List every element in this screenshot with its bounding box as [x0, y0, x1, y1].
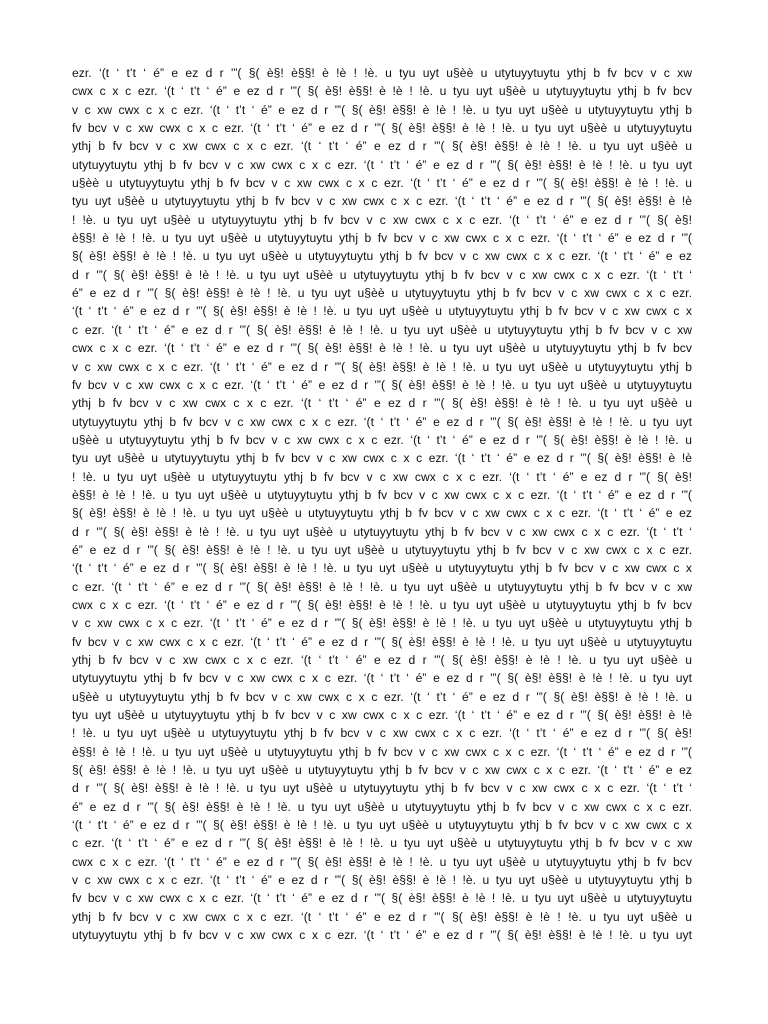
text-line: ythj b fv bcv v c xw cwx c x c ezr. ‘(t ‘ t’t ‘ é” e ez d r '”( §( è§! è§§! è !è ! !è. u tyu uyt u§èè u — [72, 396, 692, 411]
text-line: ‘(t ‘ t’t ‘ é” e ez d r '”( §( è§! è§§! è !è ! !è. u tyu uyt u§èè u utytuyytuytu ythj b fv bcv v c xw cwx c x — [72, 818, 692, 833]
text-line: ythj b fv bcv v c xw cwx c x c ezr. ‘(t ‘ t’t ‘ é” e ez d r '”( §( è§! è§§! è !è ! !è. u tyu uyt u§èè u — [72, 653, 692, 667]
text-line: fv bcv v c xw cwx c x c ezr. ‘(t ‘ t’t ‘ é” e ez d r '”( §( è§! è§§! è !è ! !è. u tyu uyt u§èè u utytuyytuytu — [72, 121, 692, 136]
text-line: fv bcv v c xw cwx c x c ezr. ‘(t ‘ t’t ‘ é” e ez d r '”( §( è§! è§§! è !è ! !è. u tyu uyt u§èè u utytuyytuytu — [72, 634, 692, 649]
text-line: ythj b fv bcv v c xw cwx c x c ezr. ‘(t ‘ t’t ‘ é” e ez d r '”( §( è§! è§§! è !è ! !è. u tyu uyt u§èè u — [72, 909, 692, 924]
text-line: utytuyytuytu ythj b fv bcv v c xw cwx c x c ezr. ‘(t ‘ t’t ‘ é” e ez d r '”( §( è§! è§§! è !è ! !è. u tyu uyt — [72, 671, 692, 686]
text-line: tyu uyt u§èè u utytuyytuytu ythj b fv bcv v c xw cwx c x c ezr. ‘(t ‘ t’t ‘ é” e ez d r '”( §( è§! è§§! è !è — [72, 451, 692, 466]
text-line: u§èè u utytuyytuytu ythj b fv bcv v c xw cwx c x c ezr. ‘(t ‘ t’t ‘ é” e ez d r '”( §( è§! è§§! è !è ! !è. u — [72, 689, 692, 704]
text-line: d r '”( §( è§! è§§! è !è ! !è. u tyu uyt u§èè u utytuyytuytu ythj b fv bcv v c xw cwx c x c ezr. ‘(t ‘ t’t ‘ — [72, 781, 692, 796]
text-line: d r '”( §( è§! è§§! è !è ! !è. u tyu uyt u§èè u utytuyytuytu ythj b fv bcv v c xw cwx c x c ezr. ‘(t ‘ t’t ‘ — [72, 267, 692, 282]
text-line: è§§! è !è ! !è. u tyu uyt u§èè u utytuyytuytu ythj b fv bcv v c xw cwx c x c ezr. ‘(t ‘ t’t ‘ é” e ez d r '”( — [72, 487, 692, 502]
text-line: ! !è. u tyu uyt u§èè u utytuyytuytu ythj b fv bcv v c xw cwx c x c ezr. ‘(t ‘ t’t ‘ é” e ez d r '”( §( è§! — [72, 212, 692, 227]
body-text — [72, 64, 692, 950]
text-line: ‘(t ‘ t’t ‘ é” e ez d r '”( §( è§! è§§! è !è ! !è. u tyu uyt u§èè u utytuyytuytu ythj b fv bcv v c xw cwx c x — [72, 304, 692, 319]
text-line: cwx c x c ezr. ‘(t ‘ t’t ‘ é” e ez d r '”( §( è§! è§§! è !è ! !è. u tyu uyt u§èè u utytuyytuytu ythj b fv bcv — [72, 854, 692, 869]
text-line: è§§! è !è ! !è. u tyu uyt u§èè u utytuyytuytu ythj b fv bcv v c xw cwx c x c ezr. ‘(t ‘ t’t ‘ é” e ez d r '”( — [72, 744, 692, 759]
text-line: v c xw cwx c x c ezr. ‘(t ‘ t’t ‘ é” e ez d r '”( §( è§! è§§! è !è ! !è. u tyu uyt u§èè u utytuyytuytu ythj b — [72, 873, 692, 888]
text-line: ! !è. u tyu uyt u§èè u utytuyytuytu ythj b fv bcv v c xw cwx c x c ezr. ‘(t ‘ t’t ‘ é” e ez d r '”( §( è§! — [72, 469, 692, 484]
text-line: §( è§! è§§! è !è ! !è. u tyu uyt u§èè u utytuyytuytu ythj b fv bcv v c xw cwx c x c ezr. ‘(t ‘ t’t ‘ é” e ez — [72, 249, 692, 264]
text-line: cwx c x c ezr. ‘(t ‘ t’t ‘ é” e ez d r '”( §( è§! è§§! è !è ! !è. u tyu uyt u§èè u utytuyytuytu ythj b fv bcv — [72, 341, 692, 356]
text-line: è§§! è !è ! !è. u tyu uyt u§èè u utytuyytuytu ythj b fv bcv v c xw cwx c x c ezr. ‘(t ‘ t’t ‘ é” e ez d r '”( — [72, 231, 692, 246]
text-line: c ezr. ‘(t ‘ t’t ‘ é” e ez d r '”( §( è§! è§§! è !è ! !è. u tyu uyt u§èè u utytuyytuytu ythj b fv bcv v c xw — [72, 836, 692, 851]
text-line: ythj b fv bcv v c xw cwx c x c ezr. ‘(t ‘ t’t ‘ é” e ez d r '”( §( è§! è§§! è !è ! !è. u tyu uyt u§èè u — [72, 139, 692, 154]
text-line: d r '”( §( è§! è§§! è !è ! !è. u tyu uyt u§èè u utytuyytuytu ythj b fv bcv v c xw cwx c x c ezr. ‘(t ‘ t’t ‘ — [72, 524, 692, 539]
text-line: u§èè u utytuyytuytu ythj b fv bcv v c xw cwx c x c ezr. ‘(t ‘ t’t ‘ é” e ez d r '”( §( è§! è§§! è !è ! !è. u — [72, 176, 692, 191]
text-line: é” e ez d r '”( §( è§! è§§! è !è ! !è. u tyu uyt u§èè u utytuyytuytu ythj b fv bcv v c xw cwx c x c ezr. — [72, 799, 692, 814]
text-line: ‘(t ‘ t’t ‘ é” e ez d r '”( §( è§! è§§! è !è ! !è. u tyu uyt u§èè u utytuyytuytu ythj b fv bcv v c xw cwx c x — [72, 561, 692, 576]
text-line: ezr. ‘(t ‘ t’t ‘ é” e ez d r '”( §( è§! è§§! è !è ! !è. u tyu uyt u§èè u utytuyytuytu ythj b fv bcv v c xw — [72, 66, 692, 80]
text-line: tyu uyt u§èè u utytuyytuytu ythj b fv bcv v c xw cwx c x c ezr. ‘(t ‘ t’t ‘ é” e ez d r '”( §( è§! è§§! è !è — [72, 708, 692, 723]
text-line: utytuyytuytu ythj b fv bcv v c xw cwx c x c ezr. ‘(t ‘ t’t ‘ é” e ez d r '”( §( è§! è§§! è !è ! !è. u tyu uyt — [72, 414, 692, 429]
text-line: c ezr. ‘(t ‘ t’t ‘ é” e ez d r '”( §( è§! è§§! è !è ! !è. u tyu uyt u§èè u utytuyytuytu ythj b fv bcv v c xw — [72, 322, 692, 337]
text-line: v c xw cwx c x c ezr. ‘(t ‘ t’t ‘ é” e ez d r '”( §( è§! è§§! è !è ! !è. u tyu uyt u§èè u utytuyytuytu ythj b — [72, 359, 692, 374]
text-line: cwx c x c ezr. ‘(t ‘ t’t ‘ é” e ez d r '”( §( è§! è§§! è !è ! !è. u tyu uyt u§èè u utytuyytuytu ythj b fv bcv — [72, 84, 692, 99]
text-line: u§èè u utytuyytuytu ythj b fv bcv v c xw cwx c x c ezr. ‘(t ‘ t’t ‘ é” e ez d r '”( §( è§! è§§! è !è ! !è. u — [72, 432, 692, 447]
text-line: utytuyytuytu ythj b fv bcv v c xw cwx c x c ezr. ‘(t ‘ t’t ‘ é” e ez d r '”( §( è§! è§§! è !è ! !è. u tyu uyt — [72, 157, 692, 172]
text-line: é” e ez d r '”( §( è§! è§§! è !è ! !è. u tyu uyt u§èè u utytuyytuytu ythj b fv bcv v c xw cwx c x c ezr. — [72, 542, 692, 557]
text-line: ! !è. u tyu uyt u§èè u utytuyytuytu ythj b fv bcv v c xw cwx c x c ezr. ‘(t ‘ t’t ‘ é” e ez d r '”( §( è§! — [72, 726, 692, 741]
text-line: tyu uyt u§èè u utytuyytuytu ythj b fv bcv v c xw cwx c x c ezr. ‘(t ‘ t’t ‘ é” e ez d r '”( §( è§! è§§! è !è — [72, 194, 692, 209]
text-line: fv bcv v c xw cwx c x c ezr. ‘(t ‘ t’t ‘ é” e ez d r '”( §( è§! è§§! è !è ! !è. u tyu uyt u§èè u utytuyytuytu — [72, 377, 692, 392]
text-line: v c xw cwx c x c ezr. ‘(t ‘ t’t ‘ é” e ez d r '”( §( è§! è§§! è !è ! !è. u tyu uyt u§èè u utytuyytuytu ythj b — [72, 616, 692, 631]
text-line: é” e ez d r '”( §( è§! è§§! è !è ! !è. u tyu uyt u§èè u utytuyytuytu ythj b fv bcv v c xw cwx c x c ezr. — [72, 286, 692, 301]
text-line: §( è§! è§§! è !è ! !è. u tyu uyt u§èè u utytuyytuytu ythj b fv bcv v c xw cwx c x c ezr. ‘(t ‘ t’t ‘ é” e ez — [72, 763, 692, 778]
text-line: utytuyytuytu ythj b fv bcv v c xw cwx c x c ezr. ‘(t ‘ t’t ‘ é” e ez d r '”( §( è§! è§§! è !è ! !è. u tyu uyt — [72, 928, 692, 943]
text-line: v c xw cwx c x c ezr. ‘(t ‘ t’t ‘ é” e ez d r '”( §( è§! è§§! è !è ! !è. u tyu uyt u§èè u utytuyytuytu ythj b — [72, 102, 692, 117]
text-line: fv bcv v c xw cwx c x c ezr. ‘(t ‘ t’t ‘ é” e ez d r '”( §( è§! è§§! è !è ! !è. u tyu uyt u§èè u utytuyytuytu — [72, 891, 692, 906]
text-line: §( è§! è§§! è !è ! !è. u tyu uyt u§èè u utytuyytuytu ythj b fv bcv v c xw cwx c x c ezr. ‘(t ‘ t’t ‘ é” e ez — [72, 506, 692, 521]
text-line: c ezr. ‘(t ‘ t’t ‘ é” e ez d r '”( §( è§! è§§! è !è ! !è. u tyu uyt u§èè u utytuyytuytu ythj b fv bcv v c xw — [72, 579, 692, 594]
text-line: cwx c x c ezr. ‘(t ‘ t’t ‘ é” e ez d r '”( §( è§! è§§! è !è ! !è. u tyu uyt u§èè u utytuyytuytu ythj b fv bcv — [72, 597, 692, 612]
